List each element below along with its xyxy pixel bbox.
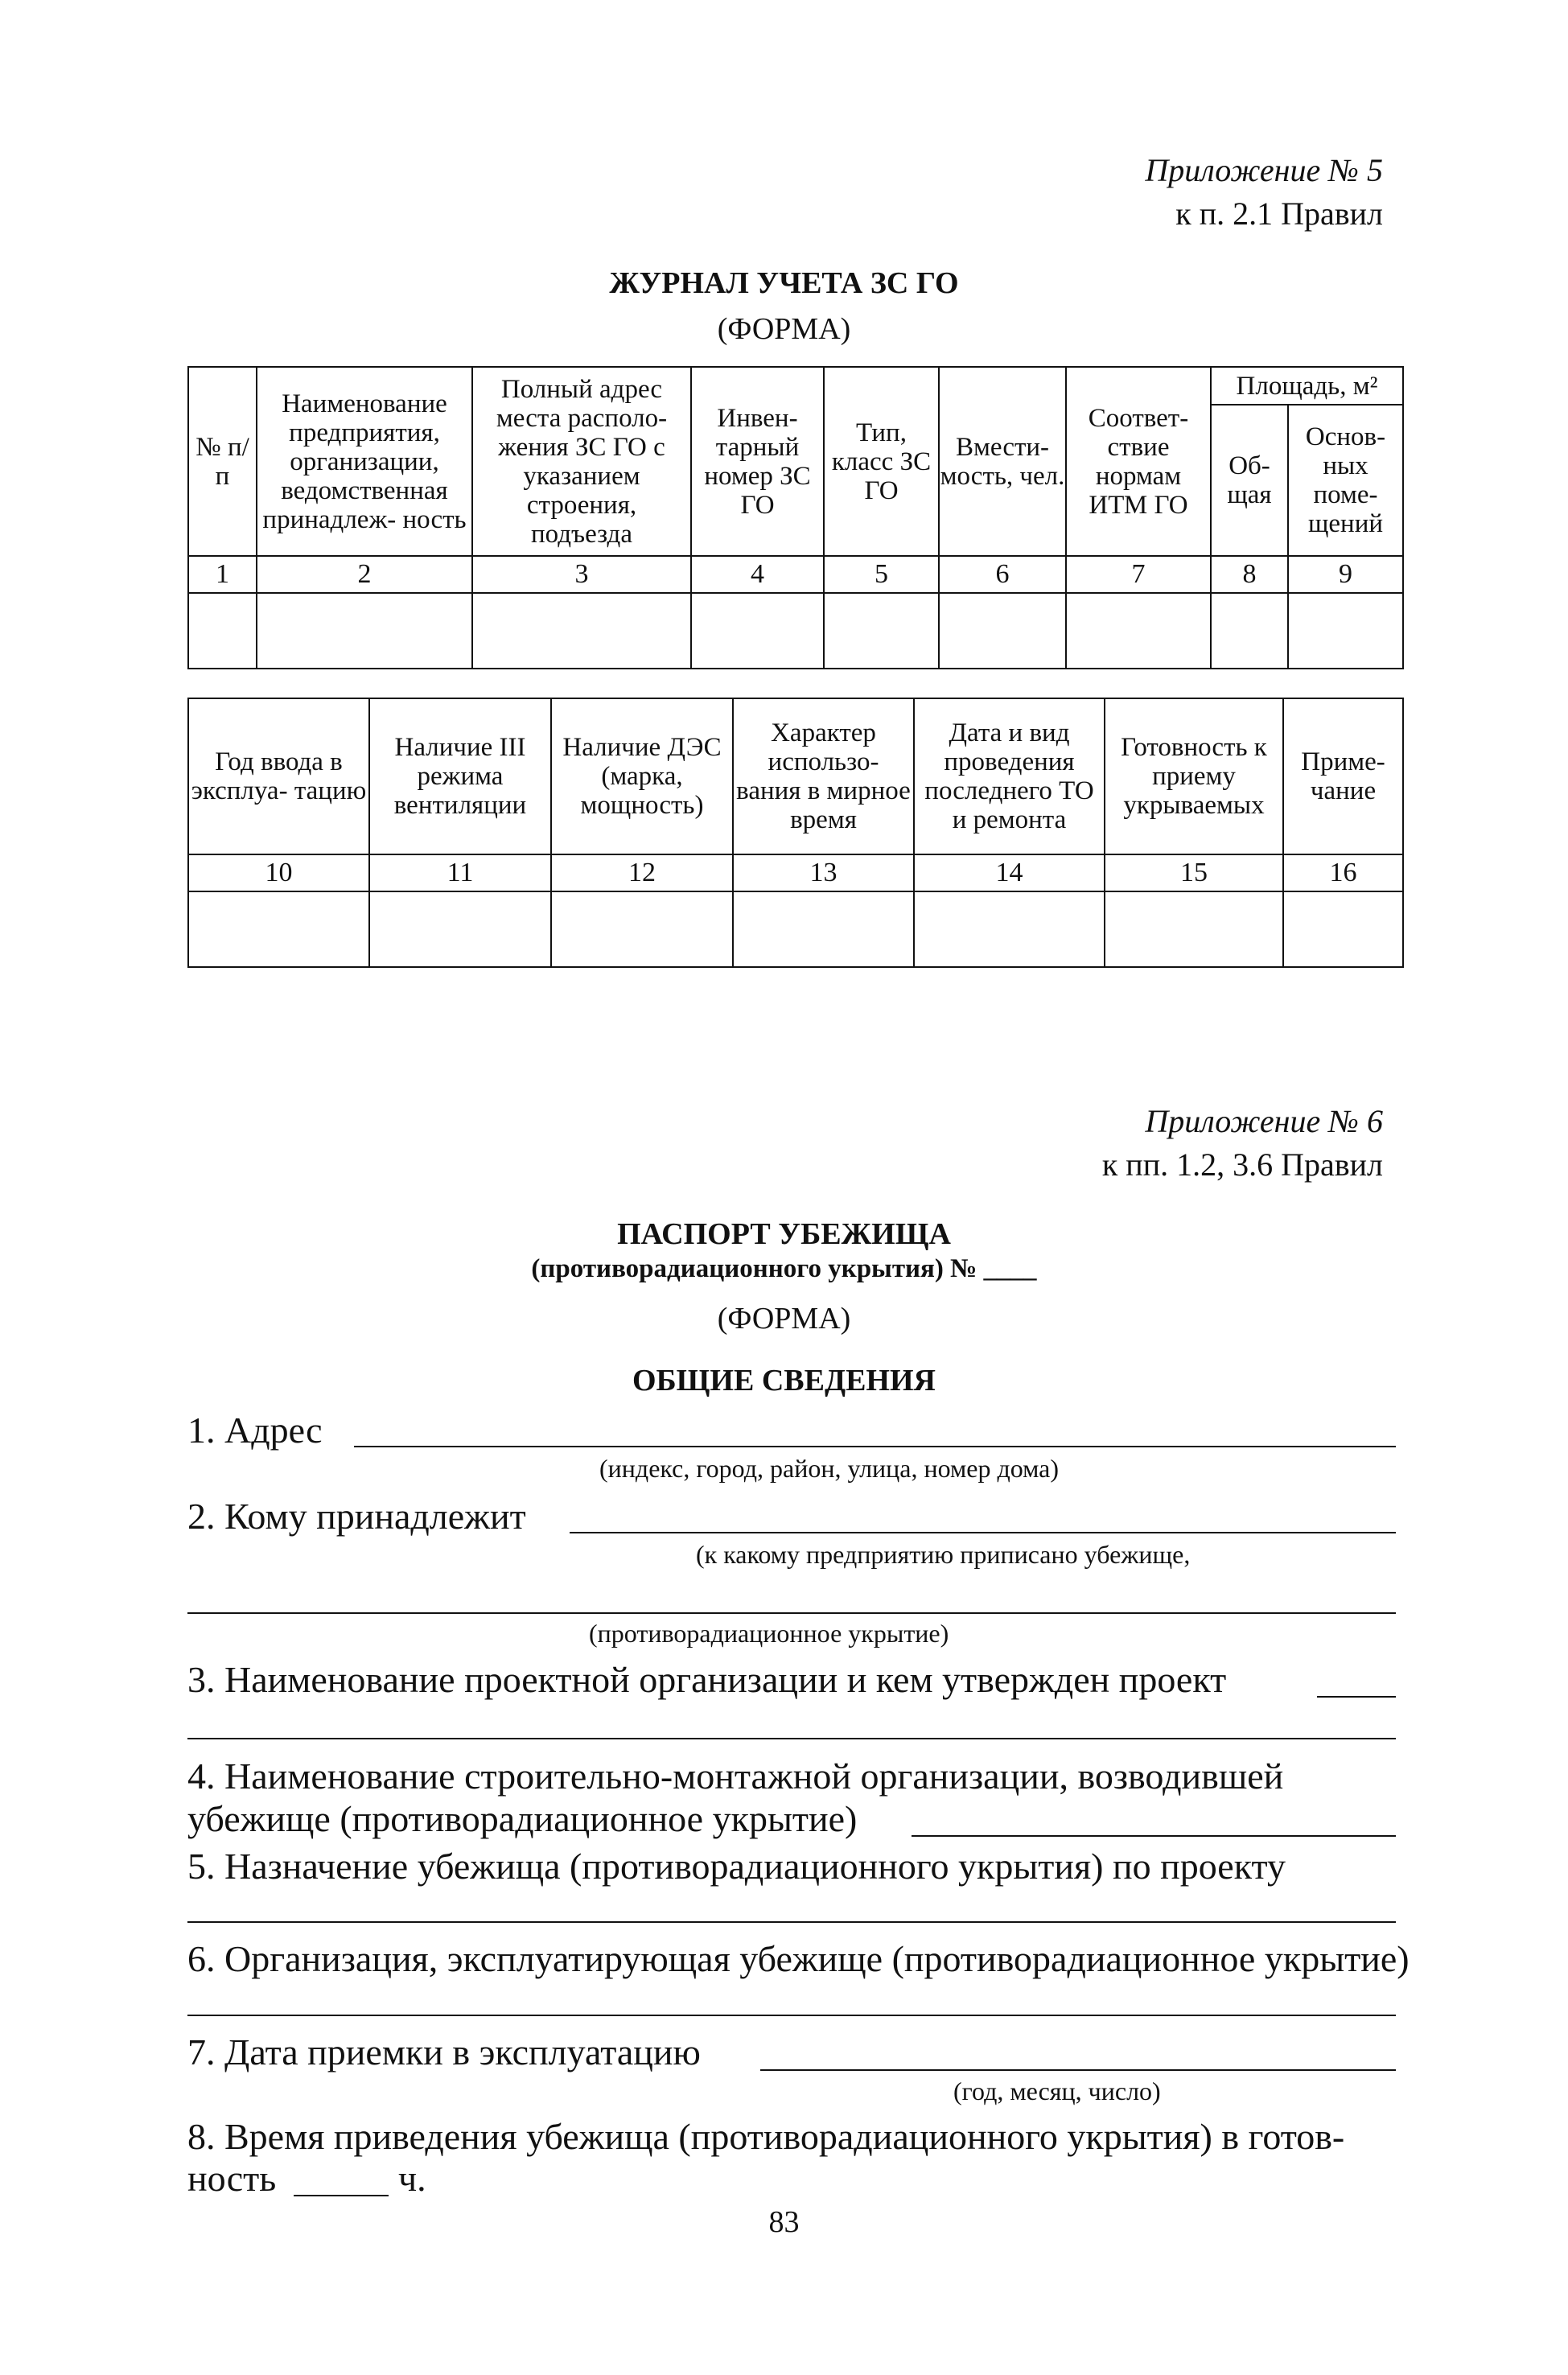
blank-cell[interactable] xyxy=(1288,593,1403,669)
blank-cell[interactable] xyxy=(939,593,1066,669)
purpose-blank-line[interactable] xyxy=(187,1921,1396,1923)
address-hint: (индекс, город, район, улица, номер дома) xyxy=(599,1454,1060,1483)
owner-blank-line-2[interactable] xyxy=(187,1612,1396,1614)
owner-blank-line[interactable] xyxy=(570,1532,1396,1533)
header-cell-note: Приме- чание xyxy=(1283,698,1403,854)
passport-title: ПАСПОРТ УБЕЖИЩА xyxy=(617,1217,951,1251)
owner-hint: (к какому предприятию приписано убежище, xyxy=(696,1540,1191,1569)
appendix-6-ref: к пп. 1.2, 3.6 Правил xyxy=(1101,1146,1383,1183)
number-cell: 5 xyxy=(824,556,939,593)
field-acceptance-date-label: 7. Дата приемки в эксплуатацию xyxy=(187,2031,701,2072)
hours-unit: ч. xyxy=(398,2158,426,2199)
number-cell: 1 xyxy=(188,556,257,593)
field-construction-org-label-2: убежище (противорадиационное укрытие) xyxy=(187,1798,858,1839)
acceptance-date-hint: (год, месяц, число) xyxy=(953,2077,1161,2105)
number-cell: 9 xyxy=(1288,556,1403,593)
blank-cell[interactable] xyxy=(1105,891,1283,967)
field-address-label: 1. Адрес xyxy=(187,1410,323,1451)
header-cell-type-class: Тип, класс ЗС ГО xyxy=(824,367,939,556)
design-org-blank-line[interactable] xyxy=(1317,1696,1396,1698)
design-org-blank-line-2[interactable] xyxy=(187,1738,1396,1739)
number-cell: 13 xyxy=(733,854,914,891)
number-cell: 15 xyxy=(1105,854,1283,891)
journal-table-1 xyxy=(187,366,1404,669)
number-cell: 8 xyxy=(1211,556,1288,593)
appendix-5-block xyxy=(1145,149,1383,236)
header-cell-commission-year: Год ввода в эксплуа- тацию xyxy=(188,698,369,854)
appendix-6-block xyxy=(1102,1100,1383,1187)
blank-entry-row xyxy=(188,891,1403,967)
operator-blank-line[interactable] xyxy=(187,2015,1396,2016)
page-number: 83 xyxy=(768,2205,800,2239)
construction-org-blank-line[interactable] xyxy=(912,1835,1396,1837)
number-cell: 12 xyxy=(551,854,733,891)
header-cell-organization: Наименование предприятия, организации, ведомственная принадлеж- ность xyxy=(257,367,472,556)
number-cell: 2 xyxy=(257,556,472,593)
header-cell-ventilation: Наличие III режима вентиляции xyxy=(369,698,551,854)
field-operator-label: 6. Организация, эксплуатирующая убежище (противорадиационное укрытие) xyxy=(187,1938,1410,1979)
blank-cell[interactable] xyxy=(551,891,733,967)
blank-cell[interactable] xyxy=(257,593,472,669)
field-readiness-time-label-1: 8. Время приведения убежища (противорадиационного укрытия) в готов- xyxy=(187,2116,1345,2157)
field-construction-org-label-1: 4. Наименование строительно-монтажной организации, возводившей xyxy=(187,1756,1284,1797)
passport-subtitle: (противорадиационного укрытия) № ____ xyxy=(531,1254,1037,1283)
readiness-time-blank-line[interactable] xyxy=(294,2195,389,2196)
acceptance-date-blank-line[interactable] xyxy=(760,2069,1396,2071)
blank-cell[interactable] xyxy=(1283,891,1403,967)
blank-cell[interactable] xyxy=(691,593,824,669)
number-cell: 14 xyxy=(914,854,1105,891)
number-cell: 16 xyxy=(1283,854,1403,891)
header-cell-capacity: Вмести- мость, чел. xyxy=(939,367,1066,556)
header-cell-readiness: Готовность к приему укрываемых xyxy=(1105,698,1283,854)
header-cell-area-main: Основ- ных поме- щений xyxy=(1288,405,1403,556)
blank-cell[interactable] xyxy=(1211,593,1288,669)
number-cell: 11 xyxy=(369,854,551,891)
header-cell-power-unit: Наличие ДЭС (марка, мощность) xyxy=(551,698,733,854)
blank-cell[interactable] xyxy=(369,891,551,967)
header-cell-peacetime-use: Характер использо- вания в мирное время xyxy=(733,698,914,854)
blank-cell[interactable] xyxy=(472,593,691,669)
number-cell: 7 xyxy=(1066,556,1211,593)
journal-title: ЖУРНАЛ УЧЕТА ЗС ГО xyxy=(609,266,959,300)
blank-cell[interactable] xyxy=(1066,593,1211,669)
number-cell: 4 xyxy=(691,556,824,593)
blank-cell[interactable] xyxy=(188,891,369,967)
number-cell: 6 xyxy=(939,556,1066,593)
blank-cell[interactable] xyxy=(914,891,1105,967)
header-cell-address: Полный адрес места располо- жения ЗС ГО с указанием строения, подъезда xyxy=(472,367,691,556)
number-cell: 10 xyxy=(188,854,369,891)
journal-table-2 xyxy=(187,698,1404,968)
general-info-heading: ОБЩИЕ СВЕДЕНИЯ xyxy=(632,1364,936,1397)
shelter-hint: (противорадиационное укрытие) xyxy=(589,1619,949,1648)
field-readiness-time-label-2: ность xyxy=(187,2158,277,2199)
appendix-5-ref: к п. 2.1 Правил xyxy=(1175,196,1383,232)
blank-entry-row xyxy=(188,593,1403,669)
passport-form-label: (ФОРМА) xyxy=(717,1302,851,1336)
blank-cell[interactable] xyxy=(188,593,257,669)
number-cell: 3 xyxy=(472,556,691,593)
address-blank-line[interactable] xyxy=(354,1446,1396,1447)
field-purpose-label: 5. Назначение убежища (противорадиационного укрытия) по проекту xyxy=(187,1846,1286,1887)
header-cell-last-maintenance: Дата и вид проведения последнего ТО и ремонта xyxy=(914,698,1105,854)
blank-cell[interactable] xyxy=(824,593,939,669)
field-owner-label: 2. Кому принадлежит xyxy=(187,1496,526,1537)
journal-form-label: (ФОРМА) xyxy=(717,312,851,346)
header-cell-area: Площадь, м² xyxy=(1211,367,1403,405)
appendix-6-title: Приложение № 6 xyxy=(1145,1103,1383,1139)
blank-cell[interactable] xyxy=(733,891,914,967)
header-cell-itm-compliance: Соответ- ствие нормам ИТМ ГО xyxy=(1066,367,1211,556)
appendix-5-title: Приложение № 5 xyxy=(1145,152,1383,188)
header-cell-area-total: Об- щая xyxy=(1211,405,1288,556)
header-cell-number: № п/п xyxy=(188,367,257,556)
header-cell-inventory-number: Инвен- тарный номер ЗС ГО xyxy=(691,367,824,556)
field-design-org-label: 3. Наименование проектной организации и кем утвержден проект xyxy=(187,1659,1227,1700)
